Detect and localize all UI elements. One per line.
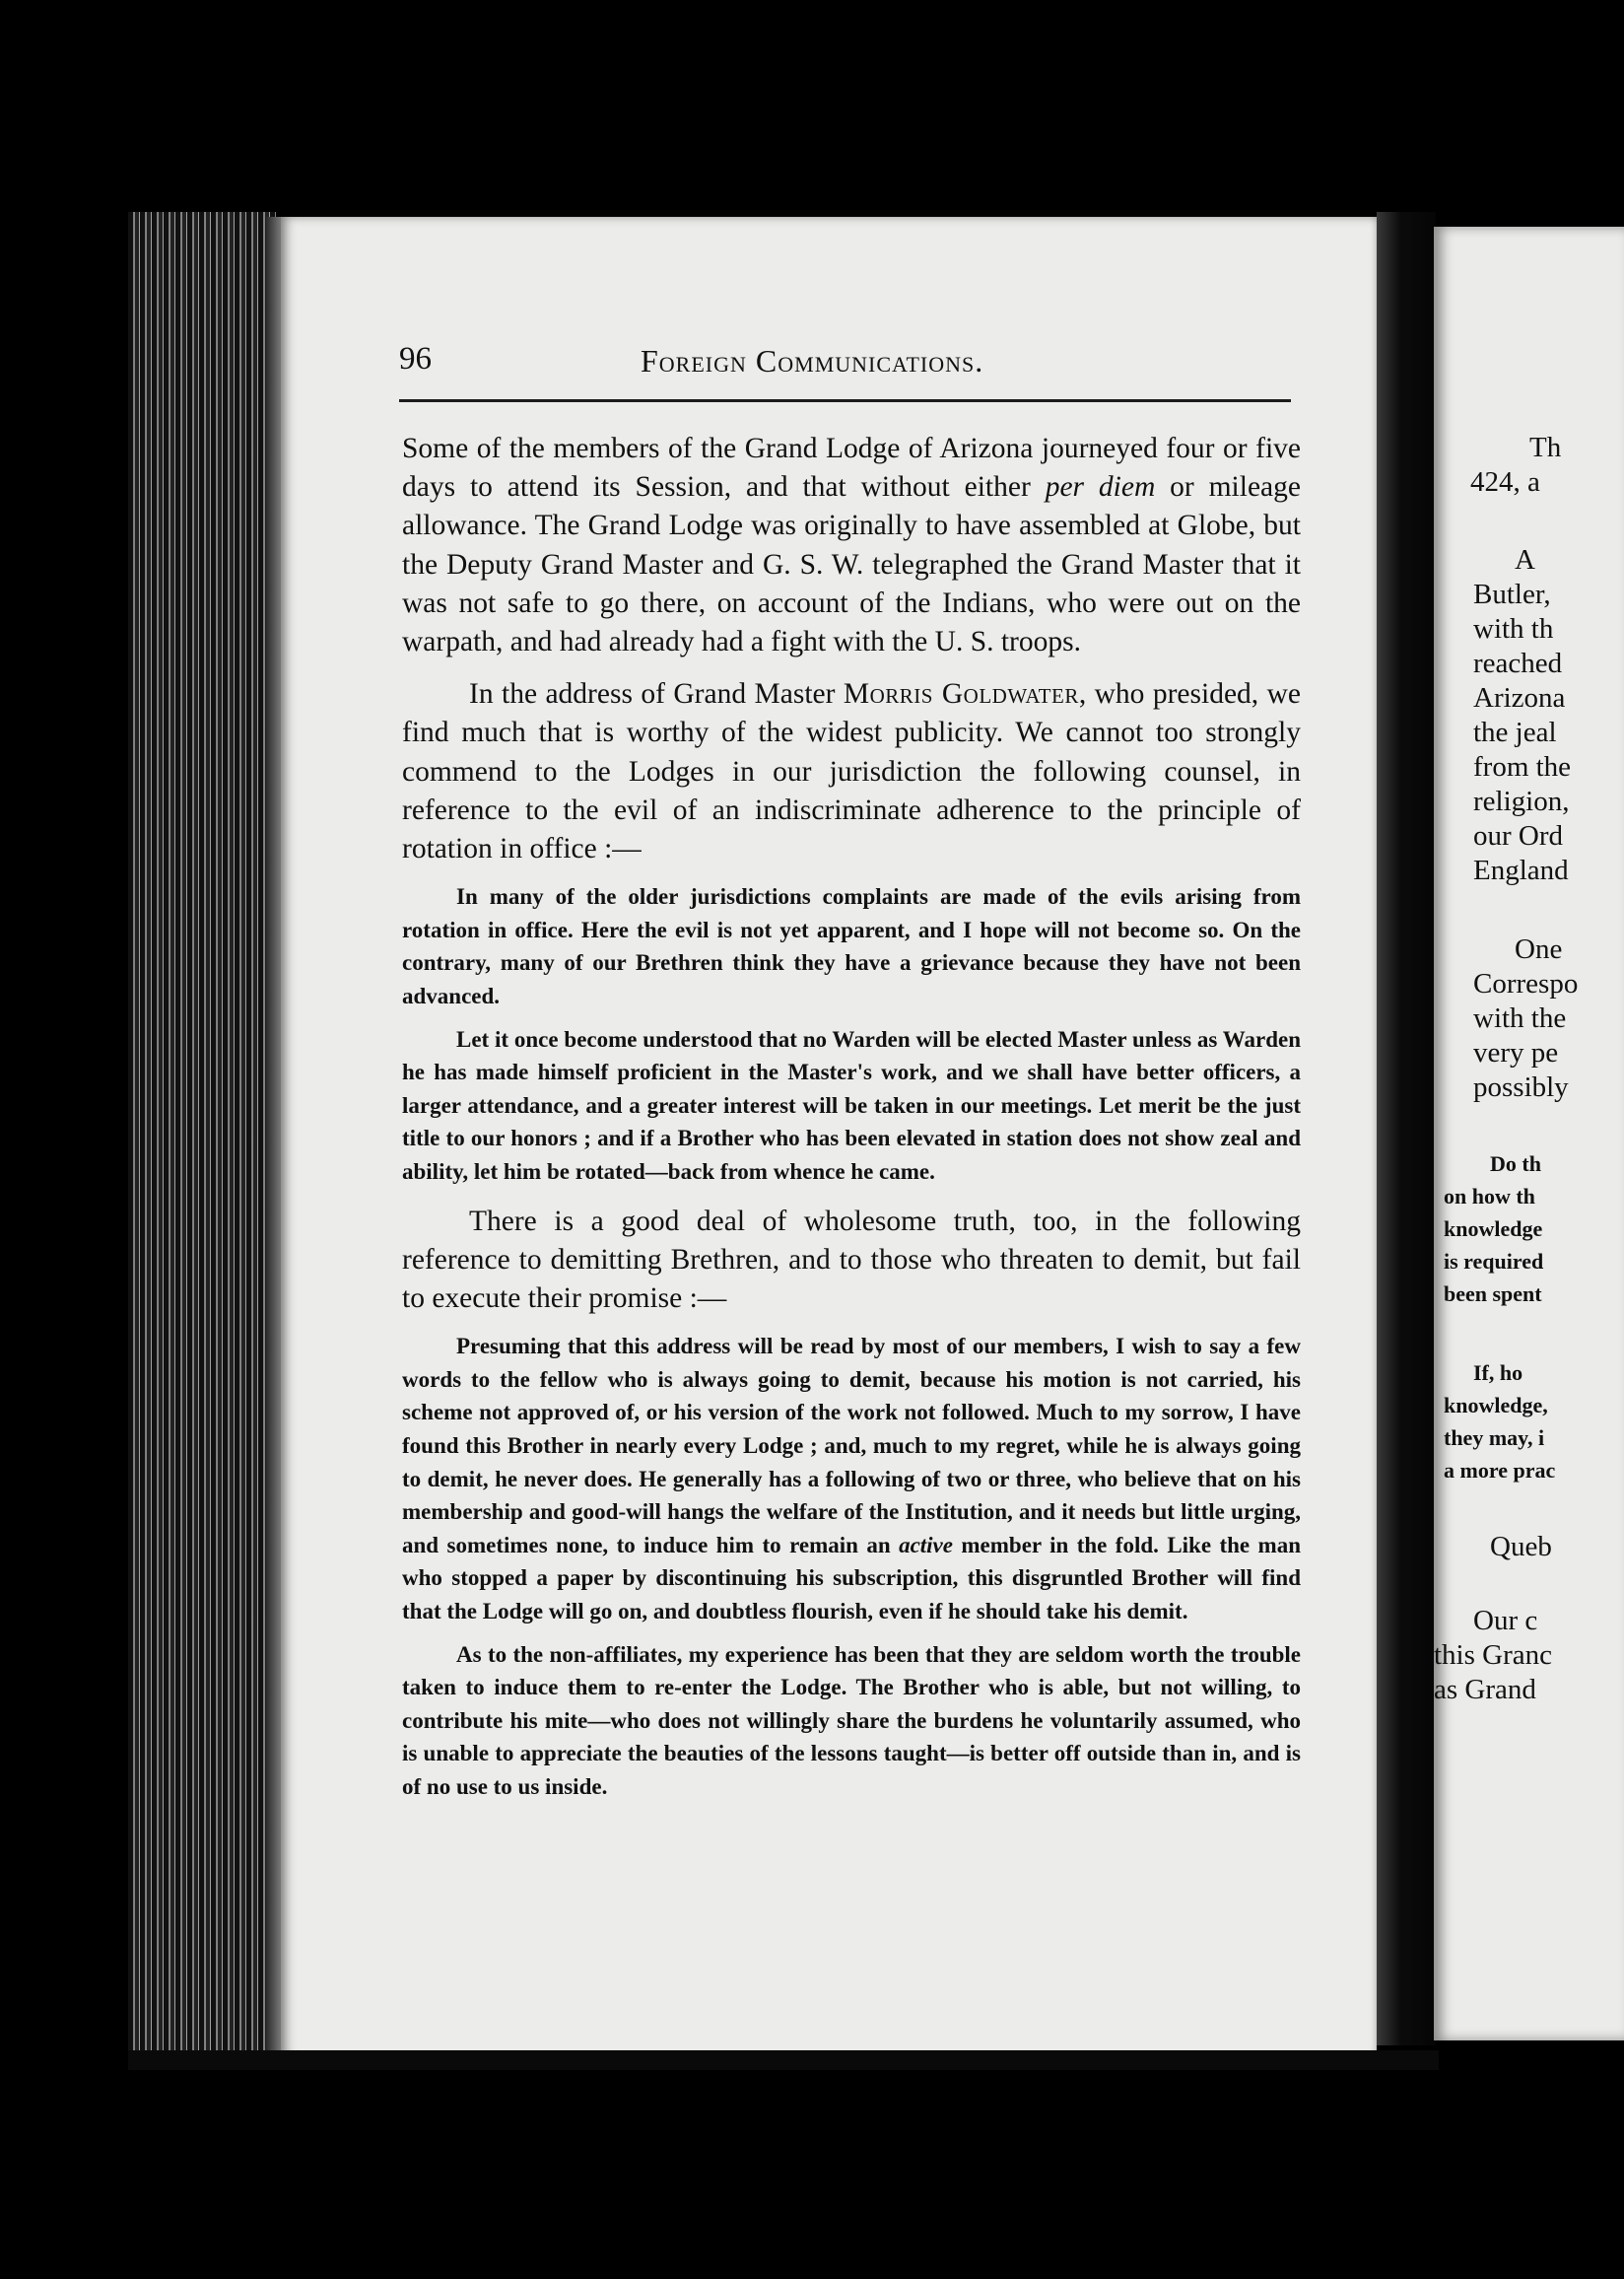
book-page-edges (128, 212, 276, 2050)
paragraph-arizona-session (402, 430, 1301, 661)
right-page-fragment: a more prac (1444, 1458, 1556, 1483)
text-run: Presuming that this address will be read by most of our members, I wish to say a few words to the fellow who is always going to demit, because his motion is not carried, his scheme not approved of, or his version of the work not followed. Much to my sorrow, I have found this Brother in nearly every Lodge ; and, much to my regret, while he is always going to demit, he never does. He generally has a following of two or three, who believe that on his membership and good-will hangs the welfare of the Institution, and it needs but little urging, and sometimes none, to induce him to remain an (402, 1334, 1301, 1557)
right-page-fragment: they may, i (1444, 1425, 1545, 1450)
right-page-fragment: the jeal (1473, 717, 1557, 748)
right-page-fragment: 424, a (1470, 466, 1540, 498)
right-page-fragment: knowledge, (1444, 1393, 1548, 1417)
right-page-fragment: with the (1473, 1002, 1567, 1034)
right-page-fragment: been spent (1444, 1281, 1542, 1306)
text-run: member in the fold. Like the man who stopped a paper by discontinuing his subscription, this disgruntled Brother will find that the Lodge will go on, and doubtless flourish, even if he should take his demit. (402, 1532, 1301, 1623)
right-page-fragment: One (1515, 933, 1563, 965)
right-page-fragment: on how th (1444, 1184, 1535, 1209)
page-header (399, 341, 1286, 390)
right-page-fragment: Correspo (1473, 968, 1579, 1000)
right-page-fragment: very pe (1473, 1037, 1559, 1069)
right-page-fragment: Our c (1473, 1605, 1538, 1636)
quote-non-affiliates: As to the non-affiliates, my experience has been that they are seldom worth the trouble taken to induce them to re-enter the Lodge. The Brother who is able, but not willing, to contribute his mite—who does not willingly share the burdens he voluntarily assumed, who is unable to appreciate the beauties of the lessons taught—is better off outside than in, and is of no use to us inside. (402, 1641, 1301, 1799)
right-page-fragment: Th (1529, 432, 1562, 463)
right-page-fragment: this Granc (1434, 1639, 1552, 1671)
right-page-fragment: possibly (1473, 1071, 1569, 1103)
right-page-fragment: Butler, (1473, 579, 1551, 610)
quote-rotation-in-office: In many of the older jurisdictions complaints are made of the evils arising from rotation in office. Here the evil is not yet apparent, and I hope will not become so. On the contrary, many of our Brethren think they have a grievance because they have not been advanced. (402, 884, 1301, 1009)
right-page (1434, 227, 1624, 2040)
italic-text: per diem (1045, 471, 1156, 504)
right-page-fragment: reached (1473, 648, 1563, 679)
right-page-fragment: knowledge (1444, 1216, 1543, 1241)
right-page-fragment: England (1473, 855, 1569, 886)
text-run: , who presided, we find much that is worthy of the widest publicity. We cannot too strongly commend to the Lodges in our jurisdiction the following counsel, in reference to the evil of an indiscriminate adherence to the principle of rotation in office :— (402, 678, 1301, 865)
right-page-fragment: as Grand (1434, 1674, 1536, 1705)
running-title: Foreign Communications. (641, 343, 984, 379)
paragraph-demitting-brethren: There is a good deal of wholesome truth, too, in the following reference to demitting Brethren, and to those who threaten to demit, but fail to execute their promise :— (402, 1205, 1301, 1314)
right-page-fragment: A (1515, 544, 1535, 576)
text-run: In the address of Grand Master (469, 678, 844, 711)
grand-master-name: Morris Goldwater (843, 678, 1079, 711)
right-page-fragment: religion, (1473, 786, 1570, 817)
quote-fellow-who-demits (402, 1330, 1301, 1627)
paragraph-grand-master-address (402, 675, 1301, 868)
italic-text: active (899, 1532, 953, 1557)
text-run: Some of the members of the Grand Lodge of Arizona journeyed four or five days to attend its Session, and that without either (402, 433, 1301, 504)
quote-warden-proficiency: Let it once become understood that no Warden will be elected Master unless as Warden he has made himself proficient in the Master's work, and we shall have better officers, a larger attendance, and a greater interest will be taken in our meetings. Let merit be the just title to our honors ; and if a Brother who has been elevated in station does not show zeal and ability, let him be rotated—back from whence he came. (402, 1026, 1301, 1184)
page-number: 96 (399, 341, 432, 377)
right-page-fragment: is required (1444, 1249, 1544, 1274)
book-gutter (1377, 212, 1436, 2045)
right-page-fragment: Arizona (1473, 682, 1566, 714)
right-page-fragment: Do th (1490, 1151, 1541, 1176)
right-page-fragment: from the (1473, 751, 1572, 783)
right-page-fragment: our Ord (1473, 820, 1564, 852)
header-rule (399, 399, 1291, 402)
right-page-fragment: Queb (1490, 1531, 1552, 1562)
body-text (402, 430, 1301, 1804)
right-page-fragment: If, ho (1473, 1360, 1523, 1385)
text-run: or mileage allowance. The Grand Lodge was originally to have assembled at Globe, but the Deputy Grand Master and G. S. W. telegraphed the Grand Master that it was not safe to go there, on account of the Indians, who were out on the warpath, and had already had a fight with the U. S. troops. (402, 471, 1301, 658)
right-page-fragment: with th (1473, 613, 1554, 645)
bottom-shadow (128, 2050, 1439, 2070)
